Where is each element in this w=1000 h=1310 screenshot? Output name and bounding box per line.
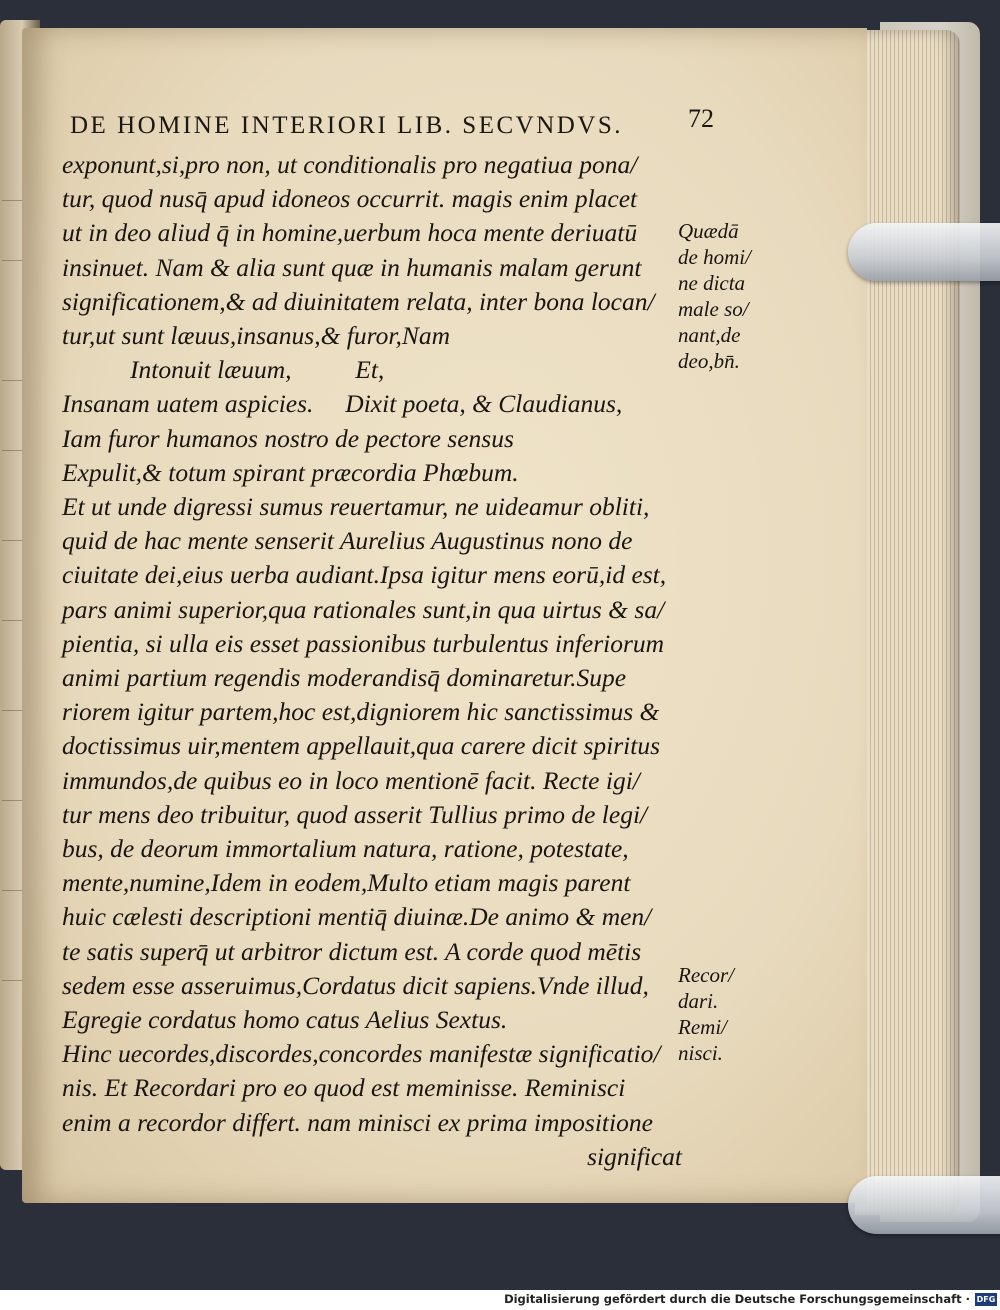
- catchword: significat: [587, 1141, 682, 1171]
- text-line: pientia, si ulla eis esset passionibus turbulentus inferiorum: [62, 628, 665, 658]
- text-line: nis. Et Recordari pro eo quod est meminisse. Reminisci: [62, 1073, 626, 1103]
- margin-note-line: nisci.: [678, 1041, 723, 1065]
- text-line: ut in deo aliud q̄ in homine,uerbum hoca mente deriuatū: [62, 218, 638, 248]
- margin-note-line: male so/: [678, 297, 749, 321]
- margin-note-line: dari.: [678, 989, 719, 1013]
- text-line: exponunt,si,pro non, ut conditionalis pro negatiua pona/: [62, 150, 638, 179]
- text-line: pars animi superior,qua rationales sunt,in qua uirtus & sa/: [62, 594, 665, 624]
- funding-credit: Digitalisierung gefördert durch die Deutsche Forschungsgemeinschaft ·: [504, 1292, 970, 1306]
- text-line: tur,ut sunt læuus,insanus,& furor,Nam: [62, 321, 451, 351]
- text-line: bus, de deorum immortalium natura, ratione, potestate,: [62, 834, 629, 864]
- dfg-logo-icon: DFG: [976, 1295, 996, 1304]
- text-line: Insanam uatem aspicies. Dixit poeta, & Claudianus,: [62, 389, 623, 419]
- text-line: Egregie cordatus homo catus Aelius Sextus.: [62, 1005, 508, 1035]
- margin-note-line: Remi/: [678, 1015, 727, 1039]
- text-line: enim a recordor differt. nam minisci ex prima impositione: [62, 1107, 653, 1137]
- text-line: insinuet. Nam & alia sunt quæ in humanis malam gerunt: [62, 252, 642, 282]
- text-line: sedem esse asseruimus,Cordatus dicit sapiens.Vnde illud,: [62, 970, 649, 1000]
- text-line: Hinc uecordes,discordes,concordes manifestæ significatio/: [62, 1039, 661, 1069]
- text-line: tur, quod nusq̄ apud idoneos occurrit. magis enim placet: [62, 184, 638, 214]
- text-line: significationem,& ad diuinitatem relata, inter bona locan/: [62, 286, 655, 316]
- text-line: Et ut unde digressi sumus reuertamur, ne uideamur obliti,: [62, 492, 650, 522]
- page-stack-edges: [855, 30, 960, 1215]
- margin-note-line: deo,bn̄.: [678, 349, 740, 373]
- page-clip-bottom: [848, 1176, 1000, 1234]
- text-line: huic cælesti descriptioni mentiq̄ diuinæ.De animo & men/: [62, 902, 652, 932]
- text-line: Intonuit læuum, Et,: [130, 355, 385, 385]
- margin-note-2: [678, 962, 770, 1066]
- folio-number: 72: [688, 104, 714, 133]
- margin-note-1: [678, 218, 770, 374]
- text-line: animi partium regendis moderandisq̄ dominaretur.Supe: [62, 663, 627, 693]
- margin-note-line: de homi/: [678, 245, 751, 269]
- text-line: te satis superq̄ ut arbitror dictum est. A corde quod mētis: [62, 936, 642, 966]
- text-line: Expulit,& totum spirant præcordia Phœbum.: [62, 457, 519, 487]
- margin-note-line: Recor/: [678, 963, 734, 987]
- page-clip-top: [848, 223, 1000, 281]
- body-text: [62, 148, 682, 1174]
- text-line: quid de hac mente senserit Aurelius Augustinus nono de: [62, 526, 633, 556]
- text-line: Iam furor humanos nostro de pectore sensus: [62, 423, 514, 453]
- margin-note-line: Quædā: [678, 219, 739, 243]
- text-line: tur mens deo tribuitur, quod asserit Tullius primo de legi/: [62, 799, 648, 829]
- margin-note-line: nant,de: [678, 323, 741, 347]
- text-line: immundos,de quibus eo in loco mentionē facit. Recte igi/: [62, 765, 640, 795]
- margin-note-line: ne dicta: [678, 271, 746, 295]
- footer-bar: [0, 1290, 1000, 1310]
- text-line: doctissimus uir,mentem appellauit,qua carere dicit spiritus: [62, 731, 661, 761]
- text-line: riorem igitur partem,hoc est,digniorem hic sanctissimus &: [62, 697, 660, 727]
- text-line: ciuitate dei,eius uerba audiant.Ipsa igitur mens eorū,id est,: [62, 560, 667, 590]
- running-title: DE HOMINE INTERIORI LIB. SECVNDVS.: [70, 112, 624, 139]
- text-line: mente,numine,Idem in eodem,Multo etiam magis parent: [62, 868, 631, 898]
